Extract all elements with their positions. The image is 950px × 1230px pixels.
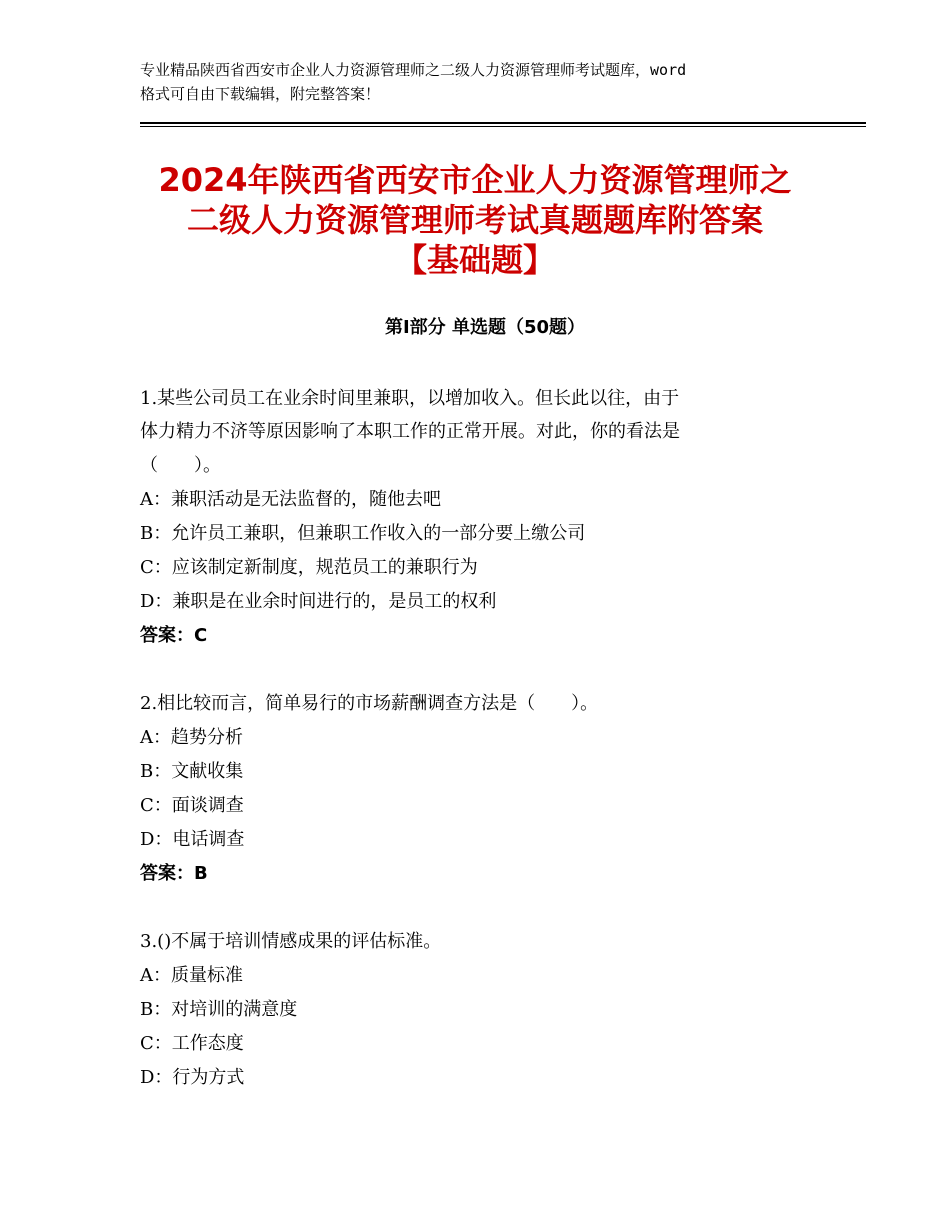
question-1-option-a: A：兼职活动是无法监督的，随他去吧 [140, 489, 441, 510]
question-1-option-b: B：允许员工兼职，但兼职工作收入的一部分要上缴公司 [140, 523, 586, 544]
question-3-option-d: D：行为方式 [140, 1067, 245, 1088]
question-3-option-a: A：质量标准 [140, 965, 243, 986]
document-title-line-3: 【基础题】 [394, 241, 555, 279]
question-1-stem-line-2: 体力精力不济等原因影响了本职工作的正常开展。对此，你的看法是 [140, 421, 680, 442]
header-rule-thin [140, 126, 866, 127]
section-title: 第Ⅰ部分 单选题（50题） [384, 317, 585, 338]
question-2-option-b: B：文献收集 [140, 761, 244, 782]
question-2-stem-line-1: 2.相比较而言，简单易行的市场薪酬调查方法是（ ）。 [140, 693, 599, 714]
document-title [120, 160, 830, 280]
question-2-answer: 答案：B [140, 863, 208, 884]
header-note-line-1: 专业精品陕西省西安市企业人力资源管理师之二级人力资源管理师考试题库，word [140, 61, 687, 79]
header-rule-thick [140, 122, 866, 124]
question-3-option-c: C：工作态度 [140, 1033, 244, 1054]
question-2-option-c: C：面谈调查 [140, 795, 244, 816]
header-note [140, 58, 830, 106]
question-1-option-d: D：兼职是在业余时间进行的，是员工的权利 [140, 591, 497, 612]
question-1-stem-line-1: 1.某些公司员工在业余时间里兼职，以增加收入。但长此以往，由于 [140, 388, 680, 409]
question-3-stem-line-1: 3.()不属于培训情感成果的评估标准。 [140, 931, 442, 952]
question-3-option-b: B：对培训的满意度 [140, 999, 298, 1020]
question-1-option-c: C：应该制定新制度，规范员工的兼职行为 [140, 557, 478, 578]
question-1-answer: 答案：C [140, 625, 208, 646]
question-2-option-a: A：趋势分析 [140, 727, 243, 748]
header-note-line-2: 格式可自由下载编辑，附完整答案！ [140, 85, 381, 103]
question-1-stem-line-3: （ ）。 [140, 455, 221, 476]
document-title-line-1: 2024年陕西省西安市企业人力资源管理师之 [158, 161, 792, 199]
document-title-line-2: 二级人力资源管理师考试真题题库附答案 [186, 201, 763, 239]
question-2-option-d: D：电话调查 [140, 829, 245, 850]
